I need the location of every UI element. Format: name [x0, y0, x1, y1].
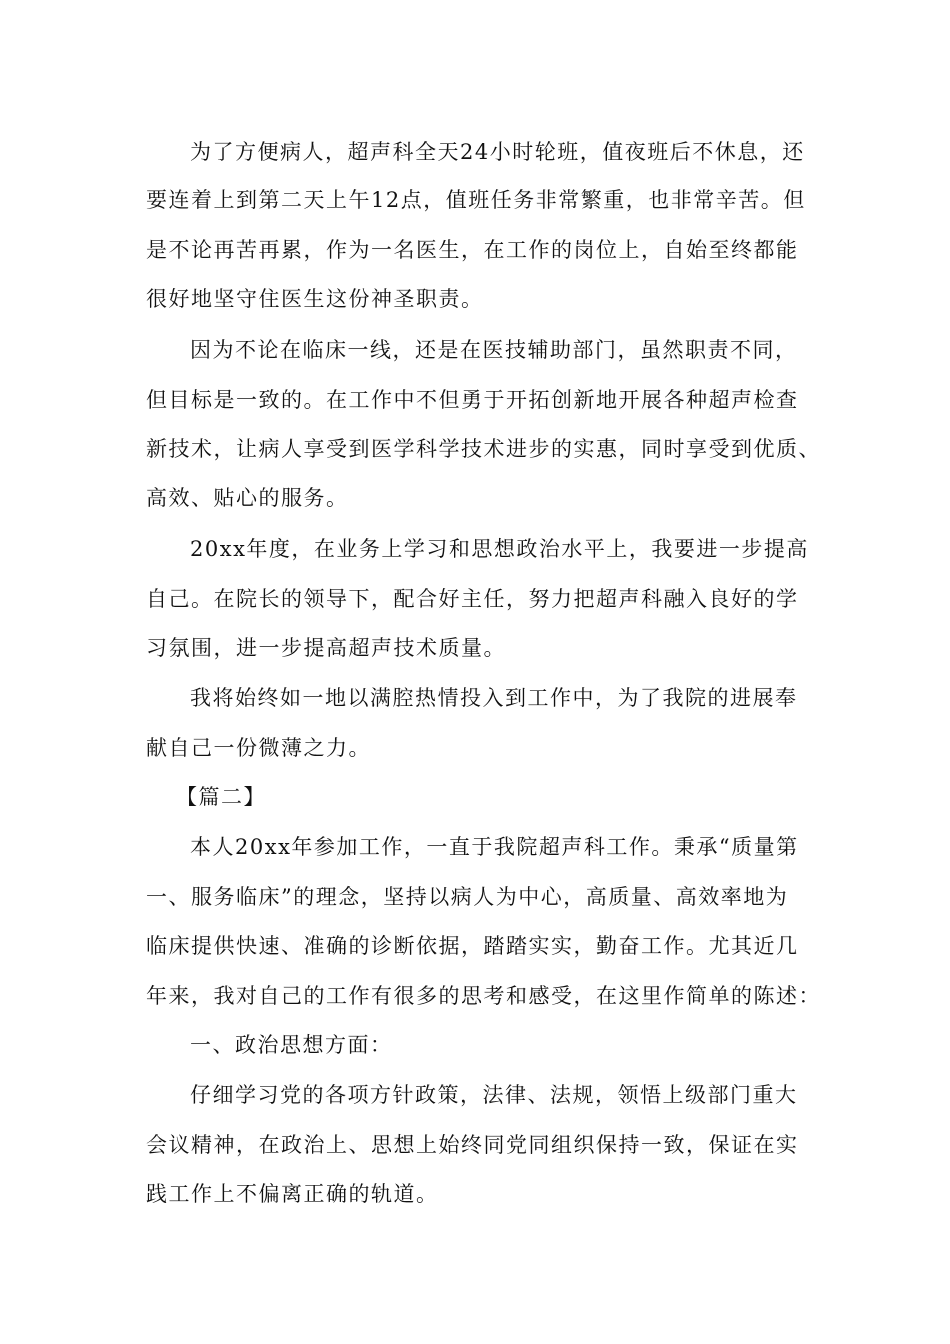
paragraph-5-line-1: 本人20xx年参加工作，一直于我院超声科工作。秉承“质量第 — [190, 835, 799, 859]
paragraph-5-line-2: 一、服务临床”的理念，坚持以病人为中心，高质量、高效率地为 — [146, 885, 789, 909]
paragraph-1-line-3: 是不论再苦再累，作为一名医生，在工作的岗位上，自始至终都能 — [146, 238, 799, 262]
paragraph-3-line-2: 自己。在院长的领导下，配合好主任，努力把超声科融入良好的学 — [146, 587, 799, 611]
paragraph-4-line-1: 我将始终如一地以满腔热情投入到工作中，为了我院的进展奉 — [190, 686, 798, 710]
paragraph-2-line-3: 新技术，让病人享受到医学科学技术进步的实惠，同时享受到优质、 — [146, 437, 821, 461]
paragraph-6-line-1: 仔细学习党的各项方针政策，法律、法规，领悟上级部门重大 — [190, 1083, 798, 1107]
paragraph-3-line-3: 习氛围，进一步提高超声技术质量。 — [146, 636, 506, 660]
paragraph-1-line-1: 为了方便病人，超声科全天24小时轮班，值夜班后不休息，还 — [190, 140, 805, 164]
paragraph-4-line-2: 献自己一份微薄之力。 — [146, 736, 371, 760]
paragraph-2-line-1: 因为不论在临床一线，还是在医技辅助部门，虽然职责不同， — [190, 338, 798, 362]
paragraph-6-line-3: 践工作上不偏离正确的轨道。 — [146, 1182, 439, 1206]
paragraph-3-line-1: 20xx年度，在业务上学习和思想政治水平上，我要进一步提高 — [190, 537, 809, 561]
paragraph-2-line-2: 但目标是一致的。在工作中不但勇于开拓创新地开展各种超声检查 — [146, 388, 799, 412]
paragraph-2-line-4: 高效、贴心的服务。 — [146, 486, 349, 510]
paragraph-6-line-2: 会议精神，在政治上、思想上始终同党同组织保持一致，保证在实 — [146, 1133, 799, 1157]
paragraph-1-line-2: 要连着上到第二天上午12点，值班任务非常繁重，也非常辛苦。但 — [146, 188, 806, 212]
section-heading: 【篇二】 — [176, 785, 266, 809]
subheading-political: 一、政治思想方面： — [190, 1033, 393, 1057]
paragraph-5-line-3: 临床提供快速、准确的诊断依据，踏踏实实，勤奋工作。尤其近几 — [146, 934, 799, 958]
paragraph-1-line-4: 很好地坚守住医生这份神圣职责。 — [146, 287, 484, 311]
paragraph-5-line-4: 年来，我对自己的工作有很多的思考和感受，在这里作简单的陈述： — [146, 984, 821, 1008]
